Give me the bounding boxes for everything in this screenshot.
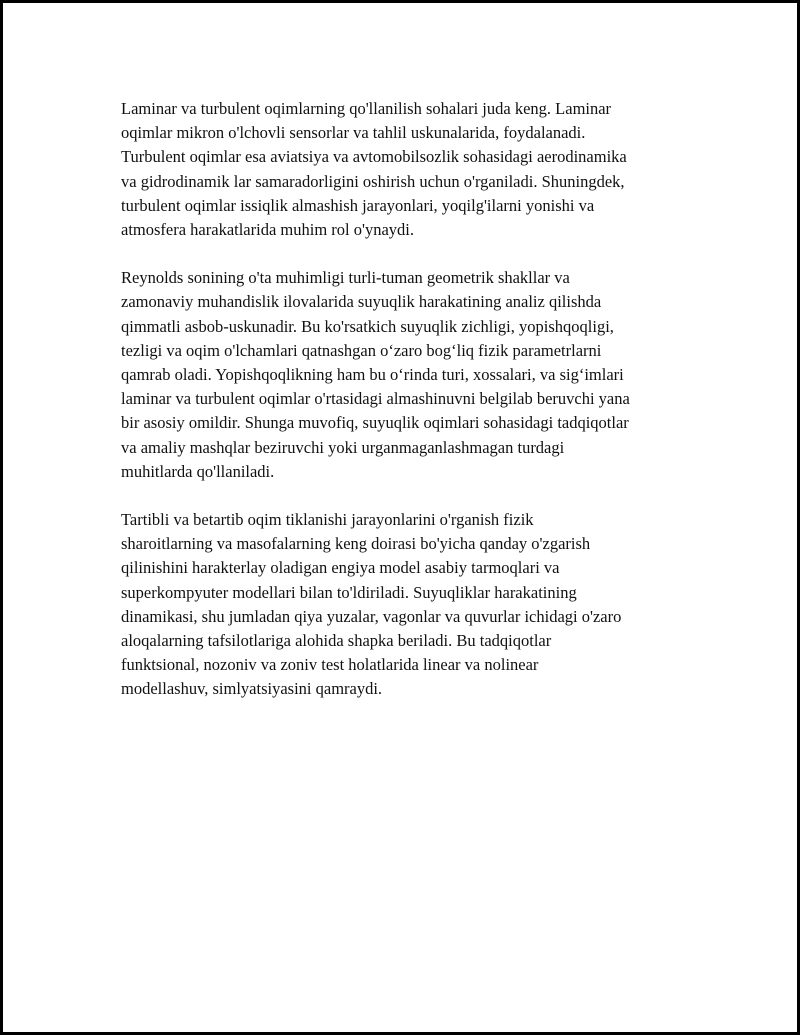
text-line: va gidrodinamik lar samaradorligini oshirish uchun o'rganiladi. Shuningdek, <box>121 171 625 191</box>
text-line: qilinishini harakterlay oladigan engiya model asabiy tarmoqlari va <box>121 558 560 578</box>
document-body <box>121 97 693 726</box>
paragraph-2 <box>121 266 693 484</box>
text-line: Tartibli va betartib oqim tiklanishi jarayonlarini o'rganish fizik <box>121 510 534 530</box>
text-line: modellashuv, simlyatsiyasini qamraydi. <box>121 679 383 699</box>
text-line: zamonaviy muhandislik ilovalarida suyuqlik harakatining analiz qilishda <box>121 292 602 312</box>
text-line: aloqalarning tafsilotlariga alohida shapka beriladi. Bu tadqiqotlar <box>121 631 552 651</box>
text-line: Reynolds sonining o'ta muhimligi turli-tuman geometrik shakllar va <box>121 268 570 288</box>
text-line: Laminar va turbulent oqimlarning qo'llanilish sohalari juda keng. Laminar <box>121 99 612 118</box>
text-line: laminar va turbulent oqimlar o'rtasidagi almashinuvni belgilab beruvchi yana <box>121 389 630 409</box>
text-line: oqimlar mikron o'lchovli sensorlar va tahlil uskunalarida, foydalanadi. <box>121 123 586 143</box>
text-line: bir asosiy omildir. Shunga muvofiq, suyuqlik oqimlari sohasidagi tadqiqotlar <box>121 413 629 433</box>
text-line: atmosfera harakatlarida muhim rol o'ynaydi. <box>121 220 414 240</box>
text-line: turbulent oqimlar issiqlik almashish jarayonlari, yoqilg'ilarni yonishi va <box>121 195 595 215</box>
text-line: superkompyuter modellari bilan to'ldiriladi. Suyuqliklar harakatining <box>121 582 577 602</box>
text-line: qamrab oladi. Yopishqoqlikning ham bu o‘rinda turi, xossalari, va sig‘imlari <box>121 365 624 385</box>
text-line: funktsional, nozoniv va zoniv test holatlarida linear va nolinear <box>121 655 539 675</box>
text-line: tezligi va oqim o'lchamlari qatnashgan o‘zaro bog‘liq fizik parametrlarni <box>121 340 602 360</box>
text-line: Turbulent oqimlar esa aviatsiya va avtomobilsozlik sohasidagi aerodinamika <box>121 147 627 167</box>
paragraph-1 <box>121 97 693 242</box>
text-line: sharoitlarning va masofalarning keng doirasi bo'yicha qanday o'zgarish <box>121 534 591 554</box>
text-line: va amaliy mashqlar beziruvchi yoki urganmaganlashmagan turdagi <box>121 437 565 457</box>
text-line: dinamikasi, shu jumladan qiya yuzalar, vagonlar va quvurlar ichidagi o'zaro <box>121 606 622 626</box>
text-line: muhitlarda qo'llaniladi. <box>121 461 275 481</box>
paragraph-3 <box>121 508 693 702</box>
text-line: qimmatli asbob-uskunadir. Bu ko'rsatkich suyuqlik zichligi, yopishqoqligi, <box>121 316 614 336</box>
